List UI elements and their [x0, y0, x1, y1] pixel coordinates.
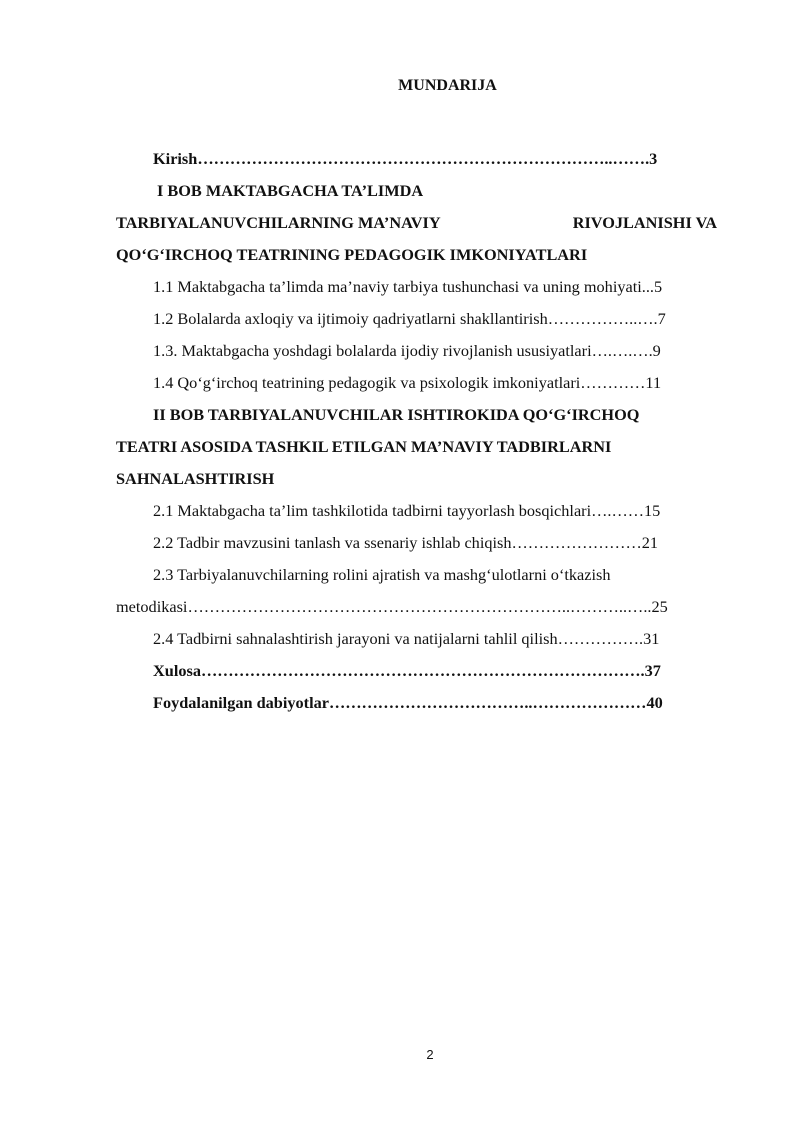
- toc-chapter-1-heading: I BOB MAKTABGACHA TA’LIMDA: [157, 181, 424, 200]
- toc-entry-2-3-continued: metodikasi……………………………………………………………..………..…..25: [116, 597, 668, 616]
- toc-entry-foydalanilgan: Foydalanilgan dabiyotlar………………………………..…………………40: [153, 693, 663, 712]
- page-number: 2: [426, 1047, 434, 1062]
- toc-entry-2-4: 2.4 Tadbirni sahnalashtirish jarayoni va natijalarni tahlil qilish…………….31: [153, 629, 660, 648]
- toc-chapter-1-heading-part-a: TARBIYALANUVCHILARNING MA’NAVIY: [116, 213, 441, 232]
- toc-entry-1-4: 1.4 Qo‘g‘irchoq teatrining pedagogik va psixologik imkoniyatlari…………11: [153, 373, 662, 392]
- toc-entry-1-3: 1.3. Maktabgacha yoshdagi bolalarda ijodiy rivojlanish ususiyatlari….….….9: [153, 341, 661, 360]
- toc-entry-xulosa: Xulosa……………………………………………………………………….37: [153, 661, 661, 680]
- toc-chapter-2-heading-line-2: TEATRI ASOSIDA TASHKIL ETILGAN MA’NAVIY TADBIRLARNI: [116, 437, 612, 456]
- toc-chapter-1-heading-line-3: QO‘G‘IRCHOQ TEATRINING PEDAGOGIK IMKONIYATLARI: [116, 245, 588, 264]
- toc-chapter-2-heading-line-3: SAHNALASHTIRISH: [116, 469, 275, 488]
- toc-entry-kirish: Kirish…………………………………………………………………..…….3: [153, 149, 658, 168]
- toc-entry-1-2: 1.2 Bolalarda axloqiy va ijtimoiy qadriyatlarni shakllantirish……………..….7: [153, 309, 666, 328]
- toc-entry-2-3: 2.3 Tarbiyalanuvchilarning rolini ajratish va mashg‘ulotlarni o‘tkazish: [153, 565, 611, 584]
- table-of-contents: [116, 143, 741, 719]
- toc-entry-2-1: 2.1 Maktabgacha ta’lim tashkilotida tadbirni tayyorlash bosqichlari….……15: [153, 501, 661, 520]
- toc-chapter-1-heading-part-b: RIVOJLANISHI VA: [572, 213, 717, 232]
- page-title: MUNDARIJA: [398, 77, 497, 94]
- toc-chapter-2-heading: II BOB TARBIYALANUVCHILAR ISHTIROKIDA QO‘G‘IRCHOQ: [153, 405, 640, 424]
- toc-chapter-1-heading-line-2: [116, 207, 741, 239]
- toc-entry-2-2: 2.2 Tadbir mavzusini tanlash va ssenariy ishlab chiqish……………………21: [153, 533, 659, 552]
- toc-entry-1-1: 1.1 Maktabgacha ta’limda ma’naviy tarbiya tushunchasi va uning mohiyati...5: [153, 277, 663, 296]
